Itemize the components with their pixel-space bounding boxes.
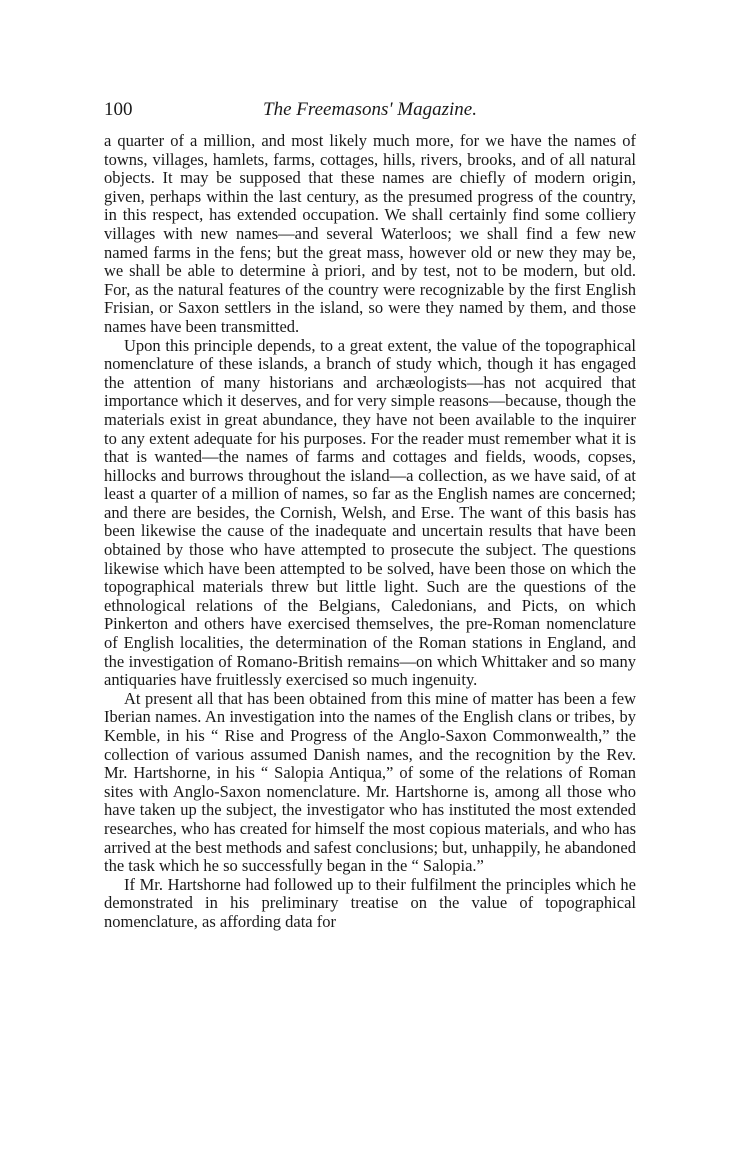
page-number: 100	[104, 99, 133, 120]
page-title: The Freemasons' Magazine.	[263, 99, 477, 120]
paragraph-continued: a quarter of a million, and most likely much more, for we have the names of towns, villages, hamlets, farms, cottages, hills, rivers, brooks, and of all natural objects. It may be supposed that these names are chiefly of modern origin, given, perhaps within the last century, as the presumed progress of the country, in this respect, has extended occupation. We shall certainly find some colliery villages with new names—and several Waterloos; we shall find a few new named farms in the fens; but the great mass, however old or new they may be, we shall be able to determine à priori, and by test, not to be modern, but old. For, as the natural features of the country were recognizable by the first English Frisian, or Saxon settlers in the island, so were they named by them, and those names have been transmitted.	[104, 131, 636, 336]
paragraph: At present all that has been obtained from this mine of matter has been a few Iberian names. An investigation into the names of the English clans or tribes, by Kemble, in his “ Rise and Progress of the Anglo-Saxon Commonwealth,” the collection of various assumed Danish names, and the recognition by the Rev. Mr. Hartshorne, in his “ Salopia Antiqua,” of some of the relations of Roman sites with Anglo-Saxon nomenclature. Mr. Hartshorne is, among all those who have taken up the subject, the investigator who has instituted the most extended researches, who has created for himself the most copious materials, and who has arrived at the best methods and safest conclusions; but, unhappily, he abandoned the task which he so successfully began in the “ Salopia.”	[104, 688, 636, 876]
article-body	[104, 132, 636, 932]
running-head	[104, 98, 636, 122]
paragraph: If Mr. Hartshorne had followed up to their fulfilment the principles which he demonstrated in his preliminary treatise on the value of topographical nomenclature, as affording data for	[104, 874, 636, 931]
paragraph: Upon this principle depends, to a great extent, the value of the topographical nomenclature of these islands, a branch of study which, though it has engaged the attention of many historians and archæologists—has not acquired that importance which it deserves, and for very simple reasons—because, though the materials exist in great abundance, they have not been available to the inquirer to any extent adequate for his purposes. For the reader must remember what it is that is wanted—the names of farms and cottages and fields, woods, copses, hillocks and burrows throughout the island—a collection, as we have said, of at least a quarter of a million of names, so far as the English names are concerned; and there are besides, the Cornish, Welsh, and Erse. The want of this basis has been likewise the cause of the inadequate and uncertain results that have been obtained by those who have attempted to prosecute the subject. The questions likewise which have been attempted to be solved, have been those on which the topographical materials threw but little light. Such are the questions of the ethnological relations of the Belgians, Caledonians, and Picts, on which Pinkerton and others have exercised themselves, the pre-Roman nomenclature of English localities, the determination of the Roman stations in England, and the investigation of Romano-British remains—on which Whittaker and so many antiquaries have fruitlessly exercised so much ingenuity.	[104, 335, 636, 690]
